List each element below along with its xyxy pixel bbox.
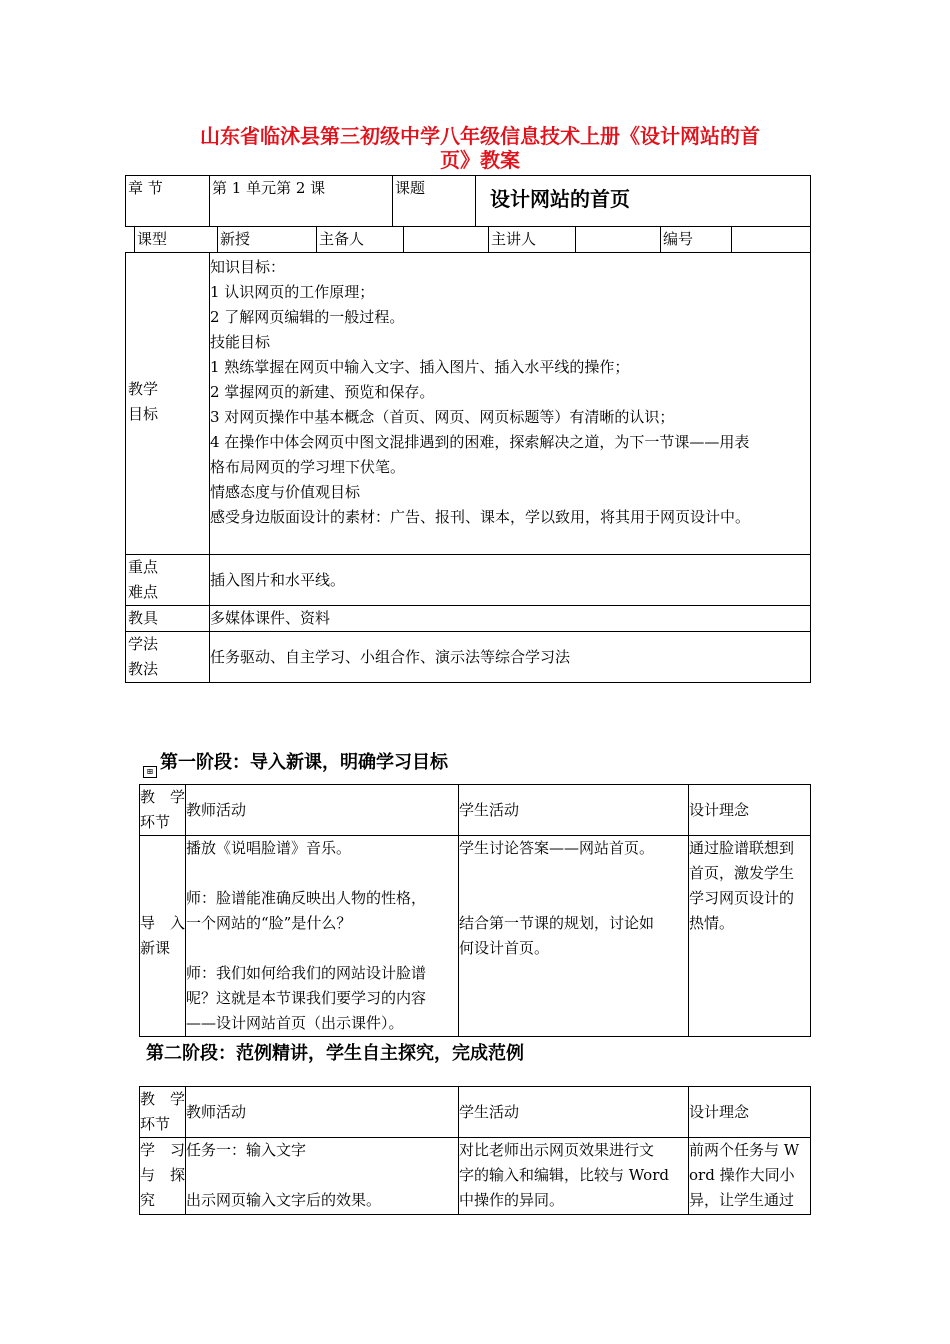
key-value: 插入图片和水平线。 — [210, 555, 811, 606]
stage2-student-cell: 对比老师出示网页效果进行文 字的输入和编辑，比较与 Word 中操作的异同。 — [459, 1138, 689, 1215]
goal-line: 1 认识网页的工作原理； — [210, 283, 375, 301]
goal-line: 2 了解网页编辑的一般过程。 — [210, 308, 405, 326]
stage2-col-teacher: 教师活动 — [186, 1087, 459, 1138]
goals-content — [210, 253, 811, 555]
stage2-col-design: 设计理念 — [689, 1087, 811, 1138]
goal-line: 知识目标： — [210, 258, 286, 276]
stage2-row-stage: 学 习 与 探 究 — [140, 1138, 186, 1215]
stage1-row-stage: 导 入 新课 — [140, 836, 186, 1037]
number-value — [732, 227, 811, 253]
goals-label: 教学 目标 — [126, 253, 210, 555]
method-label: 学法 教法 — [126, 632, 210, 683]
stage1-heading: 第一阶段：导入新课，明确学习目标 — [160, 752, 448, 773]
goal-line: 技能目标 — [210, 333, 271, 351]
header-row-chapter — [125, 175, 811, 227]
key-label: 重点 难点 — [126, 555, 210, 606]
method-value: 任务驱动、自主学习、小组合作、演示法等综合学习法 — [210, 632, 811, 683]
goal-line: 感受身边版面设计的素材：广告、报刊、课本，学以致用，将其用于网页设计中。 — [210, 508, 751, 526]
stage2-col-stage: 教 学 环节 — [140, 1087, 186, 1138]
tools-label: 教具 — [126, 606, 210, 632]
title-line-2: 页》教案 — [440, 148, 520, 172]
stage1-col-design: 设计理念 — [689, 785, 811, 836]
header-row-type — [134, 226, 811, 253]
preparer-value — [404, 227, 489, 253]
tools-value: 多媒体课件、资料 — [210, 606, 811, 632]
speaker-value — [576, 227, 661, 253]
stage1-col-teacher: 教师活动 — [186, 785, 459, 836]
stage1-col-student: 学生活动 — [459, 785, 689, 836]
stage1-col-stage: 教 学 环节 — [140, 785, 186, 836]
goal-line: 2 掌握网页的新建、预览和保存。 — [210, 383, 435, 401]
goal-line: 1 熟练掌握在网页中输入文字、插入图片、插入水平线的操作； — [210, 358, 630, 376]
speaker-label: 主讲人 — [489, 227, 576, 253]
type-label: 课型 — [135, 227, 218, 253]
stage1-student-cell: 学生讨论答案——网站首页。 结合第一节课的规划，讨论如 何设计首页。 — [459, 836, 689, 1037]
topic-label: 课题 — [393, 176, 476, 227]
goal-line: 情感态度与价值观目标 — [210, 483, 361, 501]
stage2-teacher-cell: 任务一：输入文字 出示网页输入文字后的效果。 — [186, 1138, 459, 1215]
preparer-label: 主备人 — [317, 227, 404, 253]
document-title — [130, 124, 830, 172]
stage2-design-cell: 前两个任务与 W ord 操作大同小 异，让学生通过 — [689, 1138, 811, 1215]
stage1-design-cell: 通过脸谱联想到 首页，激发学生 学习网页设计的 热情。 — [689, 836, 811, 1037]
stage2-heading: 第二阶段：范例精讲，学生自主探究，完成范例 — [146, 1043, 524, 1064]
type-value: 新授 — [218, 227, 317, 253]
title-line-1: 山东省临沭县第三初级中学八年级信息技术上册《设计网站的首 — [200, 124, 760, 148]
header-body — [125, 252, 811, 683]
table-anchor-icon: ⊞ — [143, 766, 157, 778]
stage1-table — [139, 784, 811, 1037]
goal-line: 3 对网页操作中基本概念（首页、网页、网页标题等）有清晰的认识； — [210, 408, 675, 426]
chapter-label: 章 节 — [126, 176, 210, 227]
stage2-table — [139, 1086, 811, 1215]
stage2-col-student: 学生活动 — [459, 1087, 689, 1138]
stage1-teacher-cell: 播放《说唱脸谱》音乐。 师：脸谱能准确反映出人物的性格， 一个网站的“脸”是什么？ 师：我们如何给我们的网站设计脸谱 呢？这就是本节课我们要学习的内容 ——设计网站首页（出示课件）。 — [186, 836, 459, 1037]
chapter-value: 第 1 单元第 2 课 — [210, 176, 393, 227]
goal-line: 4 在操作中体会网页中图文混排遇到的困难，探索解决之道，为下一节课——用表 — [210, 433, 750, 451]
goal-line: 格布局网页的学习埋下伏笔。 — [210, 458, 406, 476]
number-label: 编号 — [661, 227, 732, 253]
topic-value: 设计网站的首页 — [476, 176, 811, 227]
